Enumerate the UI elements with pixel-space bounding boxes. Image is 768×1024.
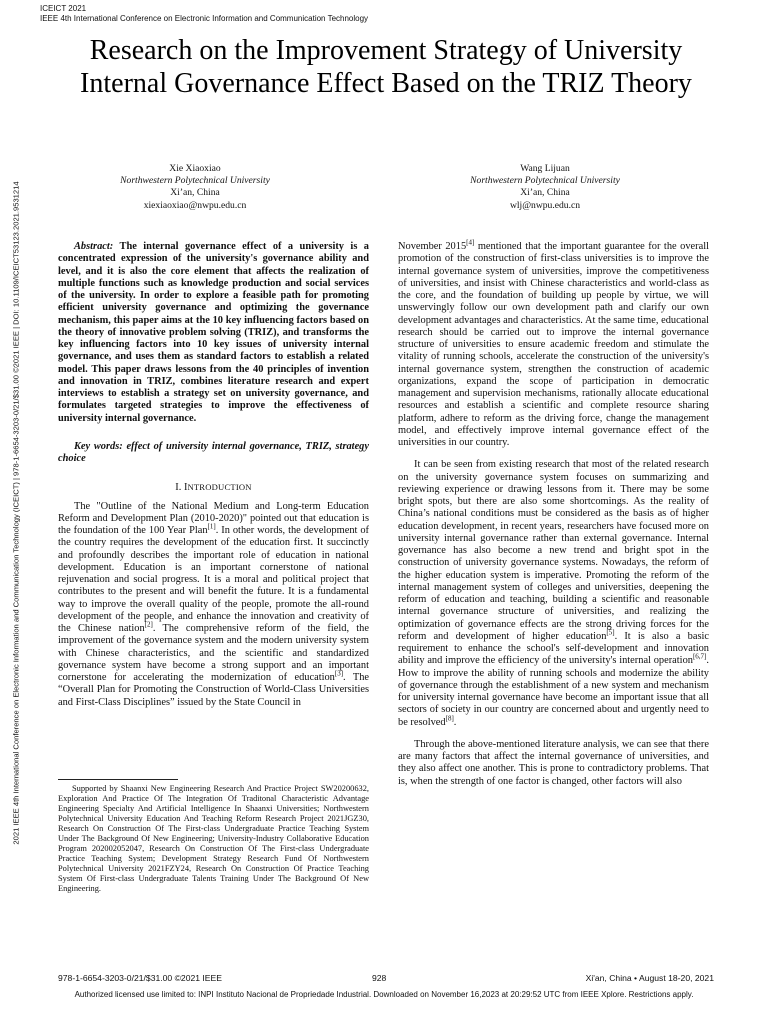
footer-venue: Xi'an, China • August 18-20, 2021 [585, 973, 714, 983]
text-run: . In other words, the development of the country requires the development of the education first. It succinctly and profoundly describes the important role of education in national development. Education is an important cornerstone of national rejuvenation and social progress. It is a moral and political project that contributes to the present and will benefit the future. It is a fundamental way to improve the overall quality of the people, promote the all-round development of the people, and enhance the innovation and creativity of the Chinese nation [58, 525, 369, 634]
keywords: Key words: effect of university internal governance, TRIZ, strategy choice [58, 440, 369, 464]
author-email: wlj@nwpu.edu.cn [509, 199, 581, 211]
license-notice: Authorized licensed use limited to: INPI Instituto Nacional de Propriedade Industrial. Downloaded on November 16,2023 at 20:29:52 UTC from IEEE Xplore. Restrictions apply. [74, 990, 694, 999]
citation-ref: [5] [606, 628, 615, 637]
funding-footnote: Supported by Shaanxi New Engineering Research And Practice Project SW20200632, Exploration And Practice Of The Integration Of Traditonal Characteristic Advantage Engineering Specialty And Artificial Intelligence In Shaanxi Universities; Northwestern Polytechnical University Education And Teaching Reform Research Project 2021JGZ30, Research On Construction Of The First-class Undergraduate Practice Teaching System Under The Background Of New Engineering; University-Industry Collaborative Education Program 202002052047, Research On Construction Of The First-class Undergraduate Practice Teaching System; Development Strategy Research Fund Of Northwestern Polytechnical University 2021FZY24, Research On Construction Of Practice Teaching System Of First-class Undergraduate Talents Training Under The Background Of New Engineering. [58, 784, 369, 893]
text-run: . It is also a basic requirement to enhance the school's self-development and innovation ability and improve the efficiency of the university's internal operation [398, 630, 709, 667]
text-run: . How to improve the ability of running schools and modernize the ability of governance through the establishment of a new system and mechanism for university internal governance have become an important issue that all sectors of society in our country are concerned about and urgently need to be resolved [398, 655, 709, 728]
conference-full: IEEE 4th International Conference on Electronic Information and Communication Technology [40, 14, 369, 23]
body-paragraph [398, 238, 709, 449]
citation-ref: [6,7] [692, 652, 707, 661]
author-affiliation: Northwestern Polytechnical University [120, 175, 270, 187]
author-affiliation: Northwestern Polytechnical University [470, 175, 620, 187]
section-title-initial: I [183, 482, 188, 494]
text-run: It can be seen from existing research that most of the related research on the university governance system focuses on summarizing and reviewing experience or drawing lessons from it. There may be some bright spots, but there are also some shortcomings. As the reality of China’s national conditions must be considered as the basis as of higher education development, in recent years, researchers have focused more on university internal governance rather than external governance. Internal governance has also become a new trend and bright spot in the construction of university governance systems. Nowadays, the reform of the higher education system is imperative. Promoting the reform of the internal management system of colleges and universities, deepening the reform of education and teaching, building a scientific and reasonable internal governance structure of universities, and realizing the optimization of governance effects are the strong driving forces for the reform and development of higher education [398, 459, 709, 642]
citation-ref: [1] [207, 522, 216, 531]
section-number: I. [175, 482, 182, 494]
footnote-divider [58, 779, 178, 780]
right-column [398, 238, 709, 788]
author-name: Wang Lijuan [520, 163, 570, 174]
section-heading [58, 481, 369, 494]
author-email: xiexiaoxiao@nwpu.edu.cn [143, 199, 247, 211]
text-run: mentioned that the important guarantee for the overall promotion of the construction of first-class universities is to improve the internal governance system of universities, improve the competitiveness of universities, and insist with Chinese characteristics and world-class as the core, and the foundation of building up people by virtue, we will unswervingly follow our own development path and clarify our own development advantages and characteristics. At the same time, educational research should be carried out to improve the internal governance structure of universities to ensure academic freedom and stimulate the vitality of running schools, accelerate the construction of the university's internal governance system, strengthen the construction of academic organizations, expand the scope of participation in democratic management and supervision mechanisms, rationally allocate educational resources and establish a scientific and complete resource sharing platform, adhere to reform as the driving force, change the management model, and effectively improve internal governance effect of the universities in our country. [398, 241, 709, 448]
left-column [58, 241, 369, 709]
body-paragraph: Through the above-mentioned literature analysis, we can see that there are many factors that affect the internal governance of universities, and they also affect one another. This is prone to contradictory problems. That is, when the strength of one factor is changed, other factors will also [398, 738, 709, 787]
body-paragraph [398, 459, 709, 729]
citation-ref: [2] [144, 620, 153, 629]
text-run: . [453, 716, 457, 728]
author-name: Xie Xiaoxiao [169, 163, 221, 174]
author-location: Xi’an, China [520, 187, 570, 199]
footer-isbn: 978-1-6654-3203-0/21/$31.00 ©2021 IEEE [58, 973, 223, 983]
text-run: November 2015 [398, 241, 467, 252]
abstract-label: Abstract: [74, 241, 114, 252]
conference-short: ICEICT 2021 [40, 4, 87, 13]
text-run: . The comprehensive reform of the field, the improvement of the governance system and the modern university system with Chinese characteristics, and the scientific and standardized governance system have become a strong support and an important cornerstone for accelerating the modernization of education [58, 623, 369, 683]
citation-ref: [4] [466, 238, 475, 247]
side-margin-citation [2, 118, 30, 908]
text-run: . The “Overall Plan for Promoting the Construction of World-Class Universities and First-Class Disciplines” issued by the State Council in [58, 672, 370, 708]
page-number: 928 [372, 973, 387, 983]
side-citation-text: 2021 IEEE 4th International Conference on Electronic Information and Communication Technology (ICEICT) | 978-1-6654-3203-0/21/$31.00 ©2021 IEEE | DOI: 10.1109/ICEICT53123.2021.9531214 [11, 181, 21, 845]
intro-paragraph [58, 501, 369, 709]
author-block-2 [420, 163, 670, 212]
citation-ref: [3] [334, 669, 344, 678]
author-location: Xi’an, China [170, 187, 220, 199]
conference-header [40, 4, 368, 24]
paper-title: Research on the Improvement Strategy of University Internal Governance Effect Based on the TRIZ Theory [80, 35, 692, 99]
author-block-1 [70, 163, 320, 212]
text-run: The "Outline of the National Medium and Long-term Education Reform and Development Plan (2010-2020)" pointed out that education is the foundation of the 100 Year Plan [58, 500, 369, 536]
abstract [58, 241, 369, 425]
citation-ref: [8] [445, 714, 454, 723]
abstract-text: The internal governance effect of a university is a concentrated expression of the university's governance ability and level, and it is also the core element that affects the realization of multiple functions such as knowledge production and social services of the university. In order to explore a feasible path for promoting efficient university governance and optimizing the governance mechanism, this paper aims at the 10 key influencing factors based on the theory of innovative problem solving (TRIZ), and transforms the key influencing factors into 10 key issues of university internal governance, and uses them as standard factors to establish a related model. This paper draws lessons from the 40 principles of invention and innovation in TRIZ, combines literature research and expert interviews to establish a strategy set on university governance, and formulates targeted strategies to improve the effectiveness of university internal governance. [58, 241, 369, 424]
section-title-rest: NTRODUCTION [187, 482, 252, 493]
